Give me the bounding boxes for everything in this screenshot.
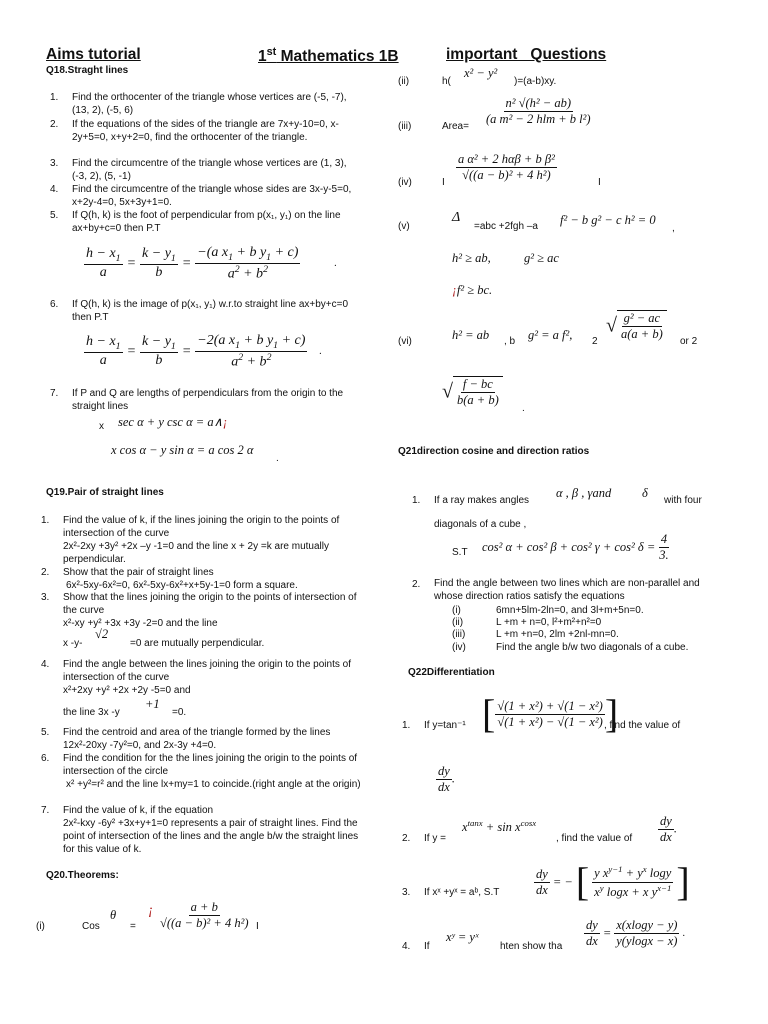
q19-item-3c: x -y-	[63, 638, 83, 649]
q19-item-6b: x² +y²=r² and the line lx+my=1 to coincide.(right angle at the origin)	[66, 779, 361, 790]
q21-sub-1: 6mn+5lm-2ln=0, and 3l+m+5n=0.	[496, 605, 644, 616]
iv-label: (iv)	[398, 177, 412, 188]
q18-item-3: Find the circumcentre of the triangle whose vertices are (1, 3), (-3, 2), (5, -1)	[72, 158, 347, 182]
q18-num-1: 1.	[50, 92, 59, 103]
vi-c: g² = a f²,	[528, 328, 573, 342]
vi-a: h² = ab	[452, 328, 490, 342]
q21-sub-1-n: (i)	[452, 605, 461, 616]
q20-bar: I	[256, 921, 259, 932]
q22-i4-expr: xʸ = yˣ	[446, 930, 479, 944]
q19-item-5: Find the centroid and area of the triangle formed by the lines 12x²-20xy -7y²=0, and 2x-3y +4=0.	[63, 727, 331, 751]
q21-st: S.T	[452, 547, 468, 558]
q19-item-4d: =0.	[172, 707, 187, 718]
q22-num-2: 2.	[402, 833, 411, 844]
q19-item-4b: x²+2xy +y² +2x +2y -5=0 and	[63, 685, 191, 696]
q21-sub-4: Find the angle b/w two diagonals of a cube.	[496, 642, 689, 653]
q19-plus1: +1	[145, 697, 160, 711]
vi-b: , b	[504, 336, 516, 347]
v-delta: Δ	[452, 210, 461, 225]
q22-i1-bracket: [ $\frac{\text{√(1 + x²) + √(1 − x²)}}{\text{√(1 + x²) − √(1 − x²)}}$ ]	[482, 691, 619, 736]
q21-sub-3: L +m +n=0, 2lm +2nl-mn=0.	[496, 629, 619, 640]
q20-fraction: $\frac{a + b}{\text{√((a − b)² + 4 h²)}}$	[160, 900, 249, 930]
v-expr: f² − b g² − c h² = 0	[560, 213, 656, 227]
q21-angles: α , β , γand	[556, 486, 612, 500]
q22-i4-eq: $\frac{dy}{dx}$ = $\frac{x(xlogy - y)}{y(ylogx - x)}$ .	[586, 918, 685, 948]
q21-num-2: 2.	[412, 579, 421, 590]
ii-label: (ii)	[398, 76, 410, 87]
q22-i2-expr: $x^{tanx} + \sin x^{cosx}$	[462, 818, 537, 835]
q21-sub-2: L +m + n=0, l²+m²+n²=0	[496, 617, 602, 628]
vi-radical: √ $\frac{\text{g² − ac}}{a(a + b)}$	[606, 310, 667, 342]
header-left: Aims tutorial	[46, 46, 141, 63]
q21-sub-3-n: (iii)	[452, 629, 466, 640]
q18-heading: Q18.Straght lines	[46, 65, 129, 76]
q21-eq: cos² α + cos² β + cos² γ + cos² δ = $\frac{4}{3.}$	[482, 532, 669, 562]
q22-heading: Q22Differentiation	[408, 667, 495, 678]
q18-item-5: If Q(h, k) is the foot of perpendicular from p(x₁, y₁) on the line ax+by+c=0 then P.T	[72, 210, 341, 234]
q18-item-6: If Q(h, k) is the image of p(x₁, y₁) w.r.to straight line ax+by+c=0 then P.T	[72, 299, 349, 323]
ii-expr: x² − y²	[464, 66, 498, 80]
q18-num-7: 7.	[50, 388, 59, 399]
q18-num-2: 2.	[50, 119, 59, 130]
q21-sub-4-n: (iv)	[452, 642, 466, 653]
q20-red-mark: ¡	[148, 903, 154, 918]
iv-fraction: $\frac{\text{a α² + 2 hαβ + b β²}}{\text{√((a − b)² + 4 h²)}}$	[458, 152, 555, 182]
q22-item-1: If y=tan⁻¹	[424, 720, 466, 731]
ii-h: h(	[442, 76, 451, 87]
q20-cos: Cos	[82, 921, 100, 932]
q19-item-4: Find the angle between the lines joining the origin to the points of intersection of the curve	[63, 659, 351, 683]
q19-item-3d: =0 are mutually perpendicular.	[130, 638, 265, 649]
v-line3: ¡f² ≥ bc.	[452, 283, 493, 297]
q19-num-4: 4.	[41, 659, 50, 670]
q19-num-7: 7.	[41, 805, 50, 816]
q21-item-1b: diagonals of a cube ,	[434, 519, 527, 530]
v-text: =abc +2fgh –a	[474, 221, 538, 232]
q19-heading: Q19.Pair of straight lines	[46, 487, 164, 498]
q18-eq5: $\frac{h - x_1}{a}$ = $\frac{k - y_1}{b}$ = $\frac{-(a x_1 + b y_1 + c)}{a^2 + b^2}$ .	[86, 245, 337, 282]
v-line2b: g² ≥ ac	[524, 251, 559, 265]
vi-label: (vi)	[398, 336, 412, 347]
header-center: 1st Mathematics 1B	[258, 46, 399, 66]
q22-num-3: 3.	[402, 887, 411, 898]
q20-heading: Q20.Theorems:	[46, 870, 119, 881]
q20-theta: θ	[110, 908, 117, 922]
q22-item-2-tail: , find the value of	[556, 833, 633, 844]
q22-i1-dydx: $\frac{dy}{dx}$ .	[438, 764, 455, 794]
q21-with: with four	[664, 495, 702, 506]
q22-item-3: If xˣ +yˣ = aᵇ, S.T	[424, 887, 500, 898]
q21-num-1: 1.	[412, 495, 421, 506]
q18-eq7b-dot: .	[276, 453, 279, 464]
q22-num-1: 1.	[402, 720, 411, 731]
q21-sub-2-n: (ii)	[452, 617, 464, 628]
q22-item-2: If y =	[424, 833, 446, 844]
q18-item-2: If the equations of the sides of the triangle are 7x+y-10=0, x-2y+5=0, x+y+2=0, find the orthocenter of the triangle.	[72, 119, 339, 143]
q19-item-7b: 2x²-kxy -6y² +3x+y+1=0 represents a pair of straight lines. Find the point of intersection of the lines and the angle b/w the straight lines for this value of k.	[63, 818, 359, 855]
v-comma: ,	[672, 223, 675, 234]
q18-item-7: If P and Q are lengths of perpendiculars from the origin to the straight lines	[72, 388, 344, 412]
q19-item-3b: x²-xy +y² +3x +3y -2=0 and the line	[63, 618, 218, 629]
q19-sqrt2: √2	[95, 627, 109, 641]
vi-radical2: √ $\frac{f - bc}{b(a + b)}$	[442, 376, 503, 408]
iv-bar2: I	[598, 177, 601, 188]
q19-item-2b: 6x²-5xy-6x²=0, 6x²-5xy-6x²+x+5y-1=0 form a square.	[66, 580, 298, 591]
q19-item-1: Find the value of k, if the lines joining the origin to the points of intersection of the curve	[63, 515, 340, 539]
v-line2a: h² ≥ ab,	[452, 251, 491, 265]
q21-delta: δ	[642, 486, 648, 500]
q22-i2-dydx: $\frac{dy}{dx}$ .	[660, 814, 677, 844]
q19-num-6: 6.	[41, 753, 50, 764]
q18-item-4: Find the circumcentre of the triangle whose sides are 3x-y-5=0, x+2y-4=0, 5x+3y+1=0.	[72, 184, 352, 208]
q22-i4-then: hten show tha	[500, 941, 563, 952]
header-right: important Questions	[446, 46, 607, 63]
q19-num-2: 2.	[41, 567, 50, 578]
q18-eq7-x: x	[99, 421, 104, 432]
q20-i-label: (i)	[36, 921, 45, 932]
iii-fraction: $\frac{\text{n² √(h² − ab)}}{\text{(a m² − 2 hlm + b l²)}}$	[486, 96, 591, 126]
iii-label: (iii)	[398, 121, 412, 132]
q18-item-1: Find the orthocenter of the triangle whose vertices are (-5, -7), (13, 2), (-5, 6)	[72, 92, 347, 116]
q18-num-4: 4.	[50, 184, 59, 195]
q22-item-4: If	[424, 941, 430, 952]
q21-item-2: Find the angle between two lines which are non-parallel and whose direction ratios satisfy the equations	[434, 578, 700, 602]
q19-item-2: Show that the pair of straight lines	[63, 567, 214, 578]
q19-item-6: Find the condition for the the lines joining the origin to the points of intersection of the circle	[63, 753, 358, 777]
q22-num-4: 4.	[402, 941, 411, 952]
q19-num-3: 3.	[41, 592, 50, 603]
v-label: (v)	[398, 221, 410, 232]
vi-dot: .	[522, 403, 525, 414]
q18-eq6: $\frac{h - x_1}{a}$ = $\frac{k - y_1}{b}$ = $\frac{-2(a x_1 + b y_1 + c)}{a^2 + b^2}$ .	[86, 333, 322, 370]
q19-item-4c: the line 3x -y	[63, 707, 120, 718]
q19-num-1: 1.	[41, 515, 50, 526]
iv-bar1: I	[442, 177, 445, 188]
q18-num-3: 3.	[50, 158, 59, 169]
q18-eq7b: x cos α − y sin α = a cos 2 α	[111, 443, 254, 457]
q21-item-1: If a ray makes angles	[434, 495, 530, 506]
q21-heading: Q21direction cosine and direction ratios	[398, 446, 590, 457]
q22-i3-eq: $\frac{dy}{dx}$ = − [ $\frac{y x^{y-1} + y^x \log y}{x^y \log x + x y^{x-1}}$ ]	[536, 859, 690, 904]
q22-item-1-tail: , find the value of	[604, 720, 681, 731]
ii-tail: )=(a-b)xy.	[514, 76, 557, 87]
q18-eq7a: sec α + y csc α = a∧¡	[118, 415, 228, 429]
vi-or: or 2	[680, 336, 698, 347]
q19-num-5: 5.	[41, 727, 50, 738]
q19-item-3: Show that the lines joining the origin to the points of intersection of the curve	[63, 592, 357, 616]
q19-item-1b: 2x²-2xy +3y² +2x –y -1=0 and the line x + 2y =k are mutually perpendicular.	[63, 541, 329, 565]
vi-2: 2	[592, 336, 598, 347]
iii-area: Area=	[442, 121, 469, 132]
q20-eq: =	[130, 921, 136, 932]
q18-num-5: 5.	[50, 210, 59, 221]
q18-num-6: 6.	[50, 299, 59, 310]
q19-item-7: Find the value of k, if the equation	[63, 805, 214, 816]
